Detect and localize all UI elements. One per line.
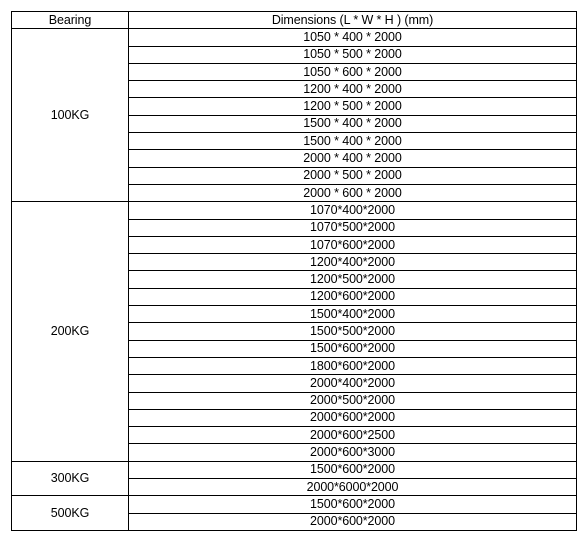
dimension-cell: 2000*600*2000 [129,513,577,530]
table-row [12,29,577,46]
bearing-column-header: Bearing [12,12,129,29]
table-body [12,29,577,531]
dimension-cell: 1500 * 400 * 2000 [129,115,577,132]
bearing-capacity-cell: 300KG [12,461,129,496]
dimension-cell: 2000*600*2500 [129,427,577,444]
dimension-cell: 2000 * 600 * 2000 [129,184,577,201]
dimension-cell: 1200*500*2000 [129,271,577,288]
table-row [12,202,577,219]
dimension-cell: 1200*400*2000 [129,254,577,271]
dimension-cell: 2000*500*2000 [129,392,577,409]
dimension-cell: 1800*600*2000 [129,357,577,374]
dimension-cell: 2000*6000*2000 [129,479,577,496]
table-row [12,496,577,513]
dimension-cell: 1050 * 600 * 2000 [129,63,577,80]
dimension-cell: 1500 * 400 * 2000 [129,133,577,150]
dimension-cell: 2000*600*3000 [129,444,577,461]
table-row [12,461,577,478]
dimension-cell: 1070*500*2000 [129,219,577,236]
dimension-cell: 2000*400*2000 [129,375,577,392]
bearing-capacity-cell: 500KG [12,496,129,531]
bearing-dimensions-table [11,11,577,531]
dimension-cell: 1070*600*2000 [129,236,577,253]
table-header-row [12,12,577,29]
dimension-cell: 2000*600*2000 [129,409,577,426]
dimension-cell: 1500*500*2000 [129,323,577,340]
dimension-cell: 1500*400*2000 [129,306,577,323]
dimension-cell: 1200 * 400 * 2000 [129,81,577,98]
dimension-cell: 2000 * 400 * 2000 [129,150,577,167]
dimension-cell: 1500*600*2000 [129,340,577,357]
dimension-cell: 1050 * 500 * 2000 [129,46,577,63]
dimension-cell: 1500*600*2000 [129,461,577,478]
dimensions-column-header: Dimensions (L * W * H ) (mm) [129,12,577,29]
dimension-cell: 1500*600*2000 [129,496,577,513]
dimension-cell: 1050 * 400 * 2000 [129,29,577,46]
dimension-cell: 1200*600*2000 [129,288,577,305]
bearing-capacity-cell: 200KG [12,202,129,461]
dimension-cell: 1070*400*2000 [129,202,577,219]
bearing-capacity-cell: 100KG [12,29,129,202]
dimension-cell: 2000 * 500 * 2000 [129,167,577,184]
dimension-cell: 1200 * 500 * 2000 [129,98,577,115]
